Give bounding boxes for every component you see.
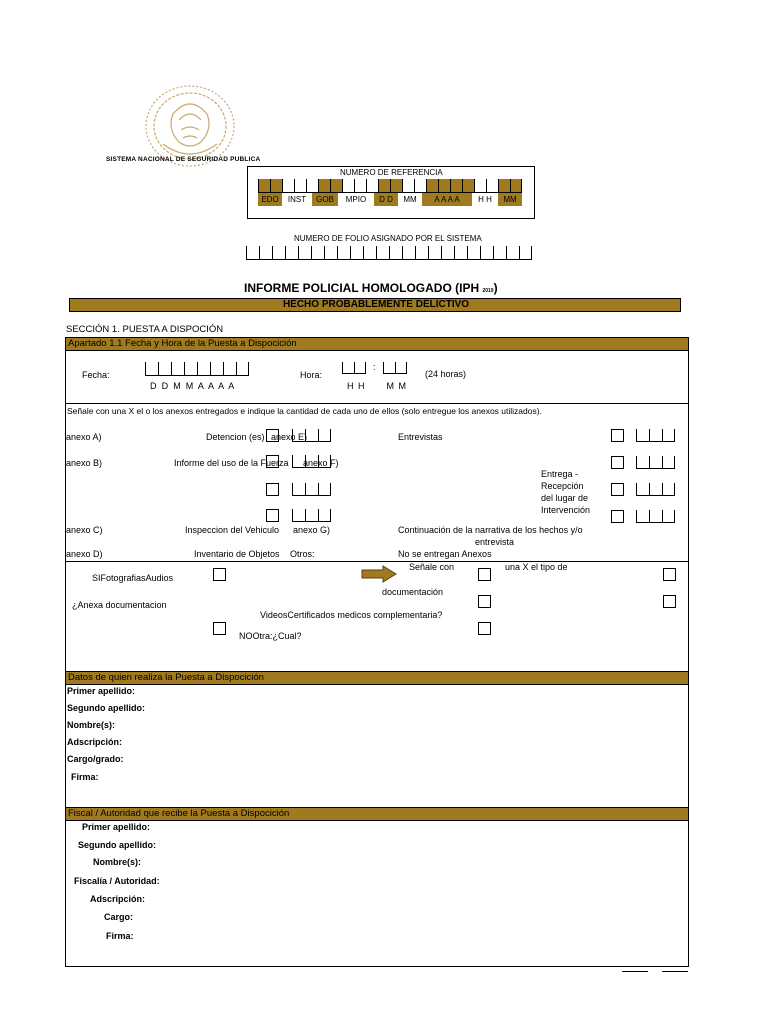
anexo-a-desc: Detencion (es) xyxy=(206,432,265,442)
entrega-checkbox[interactable] xyxy=(611,483,624,496)
no-line: NOOtra:¿Cual? xyxy=(239,631,302,641)
apartado-1-1-band: Apartado 1.1 Fecha y Hora de la Puesta a Dispocición xyxy=(65,337,689,351)
una-x-label: una X el tipo de xyxy=(505,562,568,572)
entrega-qty[interactable] xyxy=(636,483,675,496)
datos-firma: Firma: xyxy=(71,772,99,782)
si-line: SIFotografiasAudios xyxy=(92,573,174,583)
hora-label: Hora: xyxy=(300,370,323,380)
fiscal-firma: Firma: xyxy=(106,931,134,941)
continuacion-qty[interactable] xyxy=(636,510,675,523)
ref-segment-hh: H H xyxy=(478,195,492,204)
reference-number-box xyxy=(247,166,535,219)
entrevistas-label: Entrevistas xyxy=(398,432,443,442)
anexo-c-label: anexo C) xyxy=(66,525,103,535)
ref-segment-mm2: MM xyxy=(498,193,522,206)
no-checkbox[interactable] xyxy=(213,622,226,635)
ref-segment-mpio: MPIO xyxy=(345,195,367,204)
fiscal-cargo: Cargo: xyxy=(104,912,133,922)
entrevistas-qty[interactable] xyxy=(636,429,675,442)
reference-number-ticks xyxy=(258,179,522,193)
extra-qty-2[interactable] xyxy=(292,509,331,522)
senale-checkbox[interactable] xyxy=(478,568,491,581)
hora-mm-field[interactable] xyxy=(383,362,407,374)
fiscal-autoridad: Fiscalía / Autoridad: xyxy=(74,876,160,886)
ref-segment-edo: EDO xyxy=(258,193,282,206)
datos-segundo-apellido: Segundo apellido: xyxy=(67,703,145,713)
divider xyxy=(65,403,689,404)
anexo-e-label: anexo E) xyxy=(271,432,308,442)
folio-title: NUMERO DE FOLIO ASIGNADO POR EL SISTEMA xyxy=(294,234,482,243)
ref-segment-dd: D D xyxy=(374,193,398,206)
hora-format: H H M M xyxy=(347,381,407,391)
anexo-f-qty[interactable] xyxy=(636,456,675,469)
datos-nombre: Nombre(s): xyxy=(67,720,116,730)
videos-line: VideosCertificados medicos complementaria? xyxy=(260,610,443,620)
entrega-line-4: Intervención xyxy=(541,505,591,515)
extra-checkbox-2[interactable] xyxy=(266,509,279,522)
extra-qty-1[interactable] xyxy=(292,483,331,496)
datos-primer-apellido: Primer apellido: xyxy=(67,686,136,696)
datos-quien-band: Datos de quien realiza la Puesta a Dispocición xyxy=(65,671,689,685)
anexo-f-label: anexo F) xyxy=(303,458,339,468)
ref-segment-gob: GOB xyxy=(312,193,338,206)
otra-checkbox[interactable] xyxy=(478,622,491,635)
entrega-line-2: Recepción xyxy=(541,481,584,491)
si-checkbox[interactable] xyxy=(213,568,226,581)
extra-checkbox-1[interactable] xyxy=(266,483,279,496)
no-anexos-label: No se entregan Anexos xyxy=(398,549,492,559)
documentacion-checkbox[interactable] xyxy=(478,595,491,608)
hora-separator: : xyxy=(373,362,376,372)
anexo-d-label: anexo D) xyxy=(66,549,103,559)
arrow-right-icon xyxy=(361,565,397,583)
anexo-g-label: anexo G) xyxy=(293,525,331,535)
otros-label: Otros: xyxy=(290,549,315,559)
reference-number-grid xyxy=(258,179,526,207)
continuacion-label: Continuación de la narrativa de los hechos y/o xyxy=(398,525,583,535)
anexo-a-label: anexo A) xyxy=(66,432,102,442)
anexo-f-checkbox[interactable] xyxy=(611,456,624,469)
fiscal-band: Fiscal / Autoridad que recibe la Puesta a Dispocición xyxy=(65,807,689,821)
fecha-format: D D M M A A A A xyxy=(150,381,236,391)
anexo-d-desc: Inventario de Objetos xyxy=(194,549,280,559)
tipo-doc-checkbox-2[interactable] xyxy=(663,595,676,608)
fiscal-nombre: Nombre(s): xyxy=(93,857,142,867)
anexos-instruction: Señale con una X el o los anexos entregados e indique la cantidad de cada uno de ellos (solo entregue los anexos utilizados). xyxy=(67,406,542,416)
main-title: INFORME POLICIAL HOMOLOGADO (IPH 2019) xyxy=(244,281,498,295)
anexo-b-label: anexo B) xyxy=(66,458,103,468)
ref-segment-mm: MM xyxy=(403,195,417,204)
anexo-b-checkbox[interactable] xyxy=(266,455,279,468)
datos-adscripcion: Adscripción: xyxy=(67,737,123,747)
footer-line xyxy=(662,971,688,972)
ref-segment-aaaa: A A A A xyxy=(422,193,472,206)
footer-line xyxy=(622,971,648,972)
anexa-documentacion-label: ¿Anexa documentacion xyxy=(72,600,167,610)
anexo-c-desc: Inspeccion del Vehiculo xyxy=(185,525,280,535)
entrevistas-checkbox[interactable] xyxy=(611,429,624,442)
section-1-title: SECCIÓN 1. PUESTA A DISPOCIÓN xyxy=(66,324,224,335)
fiscal-adscripcion: Adscripción: xyxy=(90,894,146,904)
fecha-label: Fecha: xyxy=(82,370,110,380)
fiscal-segundo-apellido: Segundo apellido: xyxy=(78,840,156,850)
continuacion-checkbox[interactable] xyxy=(611,510,624,523)
entrega-line-3: del lugar de xyxy=(541,493,589,503)
section-1-frame xyxy=(65,337,689,967)
fecha-field[interactable] xyxy=(145,362,249,376)
system-name: SISTEMA NACIONAL DE SEGURIDAD PUBLICA xyxy=(106,156,261,163)
anexo-b-qty[interactable] xyxy=(292,455,331,468)
divider xyxy=(65,561,689,562)
subtitle: HECHO PROBABLEMENTE DELICTIVO xyxy=(282,299,470,310)
tipo-doc-checkbox-1[interactable] xyxy=(663,568,676,581)
datos-cargo-grado: Cargo/grado: xyxy=(67,754,124,764)
reference-number-title: NUMERO DE REFERENCIA xyxy=(340,168,443,177)
folio-number-field[interactable] xyxy=(246,246,532,260)
anexo-b-desc: Informe del uso de la Fuerza xyxy=(174,458,289,468)
hora-hh-field[interactable] xyxy=(342,362,366,374)
fiscal-primer-apellido: Primer apellido: xyxy=(82,822,151,832)
subtitle-band xyxy=(69,298,681,312)
entrevista-label: entrevista xyxy=(475,537,515,547)
ref-segment-inst: INST xyxy=(287,195,307,204)
entrega-line-1: Entrega - xyxy=(541,469,579,479)
hora-note: (24 horas) xyxy=(425,369,467,379)
documentacion-label: documentación xyxy=(382,587,444,597)
senale-con-label: Señale con xyxy=(409,562,455,572)
anexo-a-qty[interactable] xyxy=(292,429,331,442)
